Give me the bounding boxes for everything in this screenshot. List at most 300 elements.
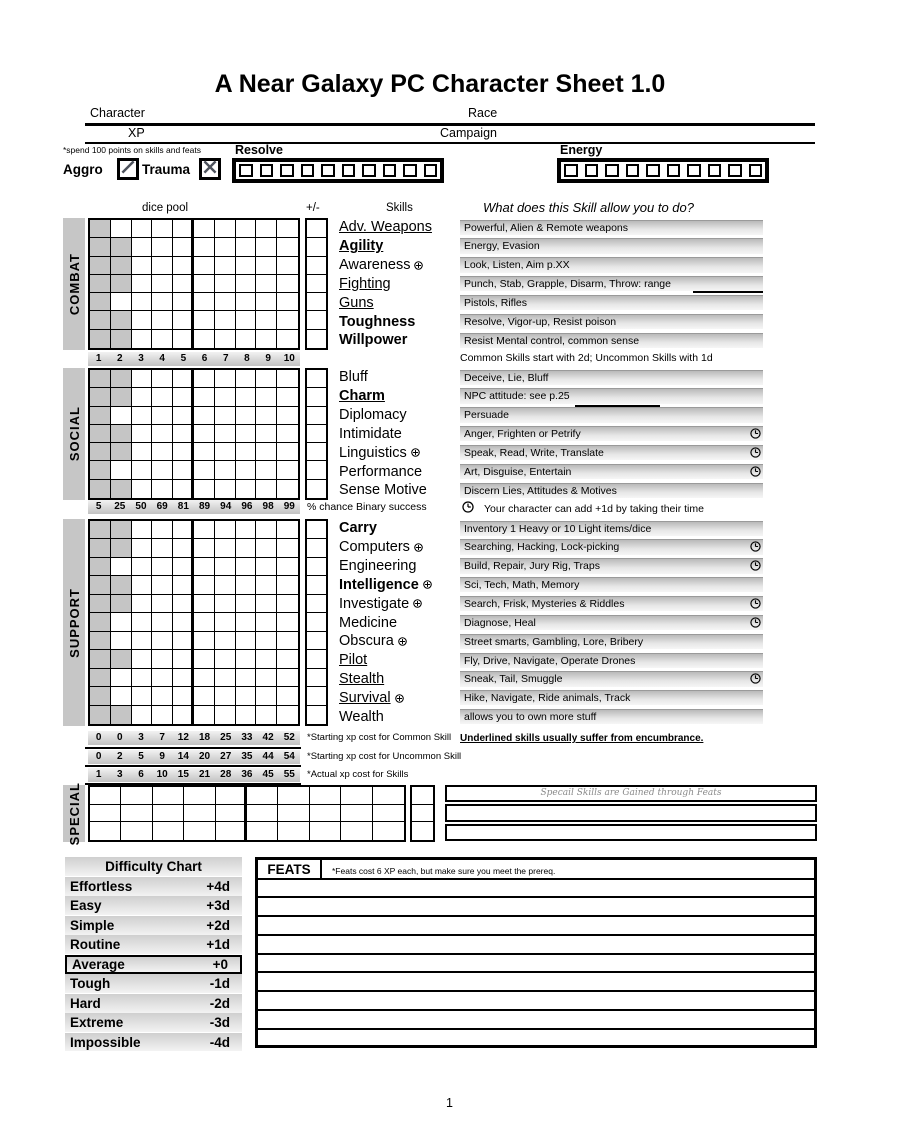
dice-box[interactable] — [256, 293, 277, 311]
modifier-box[interactable] — [307, 238, 326, 256]
dice-box[interactable] — [132, 425, 153, 443]
dice-box[interactable] — [236, 558, 257, 576]
resolve-box[interactable] — [342, 164, 356, 178]
dice-box[interactable] — [121, 787, 152, 805]
dice-box[interactable] — [247, 787, 278, 805]
dice-box[interactable] — [236, 275, 257, 293]
dice-box[interactable] — [277, 539, 298, 558]
dice-box[interactable] — [236, 650, 257, 669]
dice-box[interactable] — [132, 650, 153, 669]
dice-box[interactable] — [215, 443, 236, 461]
modifier-box[interactable] — [307, 687, 326, 706]
dice-box[interactable] — [152, 275, 173, 293]
dice-box[interactable] — [216, 822, 247, 840]
dice-box[interactable] — [152, 669, 173, 687]
dice-box[interactable] — [132, 576, 153, 595]
modifier-box[interactable] — [307, 275, 326, 293]
dice-box[interactable] — [111, 275, 132, 293]
dice-box[interactable] — [277, 706, 298, 724]
dice-box[interactable] — [256, 330, 277, 348]
dice-box[interactable] — [215, 558, 236, 576]
dice-box[interactable] — [256, 407, 277, 425]
dice-box[interactable] — [111, 238, 132, 256]
dice-box[interactable] — [173, 521, 194, 539]
dice-box[interactable] — [277, 687, 298, 706]
modifier-box[interactable] — [307, 480, 326, 498]
dice-box[interactable] — [90, 669, 111, 687]
dice-box[interactable] — [215, 632, 236, 650]
dice-box[interactable] — [152, 461, 173, 479]
dice-box[interactable] — [194, 461, 215, 479]
dice-box[interactable] — [173, 650, 194, 669]
dice-box[interactable] — [90, 558, 111, 576]
dice-box[interactable] — [310, 787, 341, 805]
modifier-box[interactable] — [307, 293, 326, 311]
dice-box[interactable] — [153, 805, 184, 823]
dice-box[interactable] — [341, 787, 372, 805]
dice-box[interactable] — [194, 613, 215, 632]
dice-box[interactable] — [256, 311, 277, 329]
dice-box[interactable] — [90, 257, 111, 275]
dice-box[interactable] — [132, 330, 153, 348]
dice-box[interactable] — [236, 576, 257, 595]
dice-box[interactable] — [256, 461, 277, 479]
dice-box[interactable] — [256, 480, 277, 498]
dice-box[interactable] — [236, 632, 257, 650]
dice-box[interactable] — [194, 293, 215, 311]
dice-box[interactable] — [132, 388, 153, 406]
dice-box[interactable] — [111, 687, 132, 706]
dice-box[interactable] — [277, 257, 298, 275]
dice-box[interactable] — [194, 443, 215, 461]
dice-box[interactable] — [236, 595, 257, 613]
dice-box[interactable] — [277, 521, 298, 539]
dice-box[interactable] — [194, 595, 215, 613]
dice-box[interactable] — [215, 687, 236, 706]
dice-box[interactable] — [194, 311, 215, 329]
dice-box[interactable] — [215, 238, 236, 256]
resolve-box[interactable] — [403, 164, 417, 178]
dice-box[interactable] — [215, 388, 236, 406]
dice-box[interactable] — [194, 576, 215, 595]
aggro-checkbox[interactable] — [117, 158, 139, 180]
dice-box[interactable] — [236, 687, 257, 706]
feat-line[interactable] — [258, 936, 814, 955]
dice-box[interactable] — [152, 370, 173, 388]
dice-box[interactable] — [373, 822, 404, 840]
special-skill-box[interactable] — [445, 804, 817, 821]
dice-box[interactable] — [90, 443, 111, 461]
dice-box[interactable] — [184, 822, 215, 840]
dice-box[interactable] — [90, 595, 111, 613]
dice-box[interactable] — [173, 539, 194, 558]
dice-box[interactable] — [173, 669, 194, 687]
dice-box[interactable] — [152, 706, 173, 724]
special-note[interactable]: Specail Skills are Gained through Feats — [445, 785, 817, 802]
feat-line[interactable] — [258, 917, 814, 936]
dice-box[interactable] — [256, 595, 277, 613]
feat-line[interactable] — [258, 1011, 814, 1030]
dice-box[interactable] — [256, 539, 277, 558]
dice-box[interactable] — [152, 480, 173, 498]
dice-box[interactable] — [236, 539, 257, 558]
resolve-box[interactable] — [321, 164, 335, 178]
dice-box[interactable] — [277, 425, 298, 443]
dice-box[interactable] — [215, 311, 236, 329]
dice-box[interactable] — [194, 650, 215, 669]
dice-box[interactable] — [236, 220, 257, 238]
dice-box[interactable] — [215, 669, 236, 687]
dice-box[interactable] — [90, 650, 111, 669]
dice-box[interactable] — [90, 822, 121, 840]
dice-box[interactable] — [256, 521, 277, 539]
dice-box[interactable] — [277, 461, 298, 479]
dice-box[interactable] — [111, 220, 132, 238]
dice-box[interactable] — [215, 576, 236, 595]
dice-box[interactable] — [173, 220, 194, 238]
dice-box[interactable] — [236, 443, 257, 461]
dice-box[interactable] — [215, 480, 236, 498]
dice-box[interactable] — [90, 613, 111, 632]
dice-box[interactable] — [152, 388, 173, 406]
modifier-box[interactable] — [412, 805, 433, 823]
dice-box[interactable] — [132, 687, 153, 706]
dice-box[interactable] — [90, 370, 111, 388]
dice-box[interactable] — [152, 330, 173, 348]
dice-box[interactable] — [236, 370, 257, 388]
dice-box[interactable] — [277, 613, 298, 632]
dice-box[interactable] — [194, 521, 215, 539]
dice-box[interactable] — [194, 330, 215, 348]
dice-box[interactable] — [277, 443, 298, 461]
dice-box[interactable] — [236, 330, 257, 348]
energy-box[interactable] — [564, 164, 578, 178]
modifier-box[interactable] — [307, 388, 326, 406]
dice-box[interactable] — [173, 388, 194, 406]
trauma-checkbox[interactable] — [199, 158, 221, 180]
energy-box[interactable] — [728, 164, 742, 178]
dice-box[interactable] — [132, 311, 153, 329]
dice-box[interactable] — [236, 480, 257, 498]
dice-box[interactable] — [132, 613, 153, 632]
dice-box[interactable] — [215, 407, 236, 425]
dice-box[interactable] — [132, 632, 153, 650]
dice-box[interactable] — [132, 539, 153, 558]
dice-box[interactable] — [216, 787, 247, 805]
dice-box[interactable] — [256, 650, 277, 669]
dice-box[interactable] — [111, 632, 132, 650]
dice-box[interactable] — [111, 669, 132, 687]
dice-box[interactable] — [173, 311, 194, 329]
modifier-box[interactable] — [412, 787, 433, 805]
dice-box[interactable] — [132, 669, 153, 687]
dice-box[interactable] — [90, 576, 111, 595]
dice-box[interactable] — [194, 220, 215, 238]
dice-box[interactable] — [132, 706, 153, 724]
dice-box[interactable] — [277, 650, 298, 669]
dice-box[interactable] — [278, 787, 309, 805]
modifier-box[interactable] — [307, 613, 326, 632]
dice-box[interactable] — [277, 238, 298, 256]
dice-box[interactable] — [111, 521, 132, 539]
dice-box[interactable] — [184, 787, 215, 805]
dice-box[interactable] — [215, 330, 236, 348]
dice-box[interactable] — [152, 650, 173, 669]
dice-box[interactable] — [173, 275, 194, 293]
dice-box[interactable] — [111, 257, 132, 275]
dice-box[interactable] — [90, 706, 111, 724]
dice-box[interactable] — [132, 443, 153, 461]
dice-box[interactable] — [152, 576, 173, 595]
modifier-box[interactable] — [307, 576, 326, 595]
dice-box[interactable] — [256, 706, 277, 724]
dice-box[interactable] — [236, 521, 257, 539]
modifier-box[interactable] — [307, 706, 326, 724]
dice-box[interactable] — [152, 443, 173, 461]
dice-box[interactable] — [277, 407, 298, 425]
resolve-box[interactable] — [239, 164, 253, 178]
dice-box[interactable] — [111, 558, 132, 576]
dice-box[interactable] — [194, 669, 215, 687]
dice-box[interactable] — [173, 443, 194, 461]
dice-box[interactable] — [173, 425, 194, 443]
feat-line[interactable] — [258, 992, 814, 1011]
dice-box[interactable] — [152, 558, 173, 576]
modifier-box[interactable] — [307, 595, 326, 613]
dice-box[interactable] — [132, 257, 153, 275]
dice-box[interactable] — [153, 822, 184, 840]
dice-box[interactable] — [90, 521, 111, 539]
dice-box[interactable] — [215, 370, 236, 388]
dice-box[interactable] — [90, 461, 111, 479]
resolve-box[interactable] — [424, 164, 438, 178]
dice-box[interactable] — [236, 407, 257, 425]
dice-box[interactable] — [236, 706, 257, 724]
dice-box[interactable] — [194, 238, 215, 256]
dice-box[interactable] — [215, 220, 236, 238]
dice-box[interactable] — [341, 805, 372, 823]
dice-box[interactable] — [256, 388, 277, 406]
dice-box[interactable] — [173, 238, 194, 256]
modifier-box[interactable] — [307, 650, 326, 669]
resolve-box[interactable] — [383, 164, 397, 178]
dice-box[interactable] — [256, 443, 277, 461]
dice-box[interactable] — [278, 822, 309, 840]
modifier-box[interactable] — [307, 461, 326, 479]
modifier-box[interactable] — [307, 257, 326, 275]
dice-box[interactable] — [236, 388, 257, 406]
dice-box[interactable] — [90, 407, 111, 425]
dice-box[interactable] — [256, 220, 277, 238]
dice-box[interactable] — [90, 220, 111, 238]
modifier-box[interactable] — [307, 407, 326, 425]
dice-box[interactable] — [132, 595, 153, 613]
modifier-box[interactable] — [307, 669, 326, 687]
dice-box[interactable] — [173, 407, 194, 425]
dice-box[interactable] — [152, 521, 173, 539]
dice-box[interactable] — [194, 407, 215, 425]
energy-box[interactable] — [585, 164, 599, 178]
dice-box[interactable] — [194, 687, 215, 706]
dice-box[interactable] — [277, 275, 298, 293]
dice-box[interactable] — [256, 275, 277, 293]
dice-box[interactable] — [277, 576, 298, 595]
dice-box[interactable] — [310, 822, 341, 840]
dice-box[interactable] — [111, 539, 132, 558]
modifier-box[interactable] — [412, 822, 433, 840]
dice-box[interactable] — [256, 425, 277, 443]
energy-box[interactable] — [646, 164, 660, 178]
resolve-box[interactable] — [362, 164, 376, 178]
dice-box[interactable] — [173, 706, 194, 724]
energy-box[interactable] — [626, 164, 640, 178]
dice-box[interactable] — [111, 461, 132, 479]
dice-box[interactable] — [277, 595, 298, 613]
dice-box[interactable] — [152, 632, 173, 650]
energy-box[interactable] — [605, 164, 619, 178]
dice-box[interactable] — [121, 822, 152, 840]
dice-box[interactable] — [152, 687, 173, 706]
dice-box[interactable] — [236, 613, 257, 632]
dice-box[interactable] — [256, 257, 277, 275]
dice-box[interactable] — [132, 461, 153, 479]
modifier-box[interactable] — [307, 220, 326, 238]
dice-box[interactable] — [256, 687, 277, 706]
energy-box[interactable] — [667, 164, 681, 178]
energy-box[interactable] — [749, 164, 763, 178]
dice-box[interactable] — [90, 805, 121, 823]
dice-box[interactable] — [152, 238, 173, 256]
feat-line[interactable] — [258, 955, 814, 974]
modifier-box[interactable] — [307, 330, 326, 348]
dice-box[interactable] — [173, 576, 194, 595]
dice-box[interactable] — [215, 613, 236, 632]
dice-box[interactable] — [256, 632, 277, 650]
modifier-box[interactable] — [307, 539, 326, 558]
dice-box[interactable] — [194, 706, 215, 724]
dice-box[interactable] — [132, 293, 153, 311]
dice-box[interactable] — [256, 669, 277, 687]
dice-box[interactable] — [111, 330, 132, 348]
dice-box[interactable] — [277, 311, 298, 329]
dice-box[interactable] — [111, 613, 132, 632]
dice-box[interactable] — [152, 595, 173, 613]
dice-box[interactable] — [132, 238, 153, 256]
dice-box[interactable] — [173, 613, 194, 632]
dice-box[interactable] — [152, 293, 173, 311]
dice-box[interactable] — [215, 425, 236, 443]
dice-box[interactable] — [173, 558, 194, 576]
dice-box[interactable] — [278, 805, 309, 823]
modifier-box[interactable] — [307, 443, 326, 461]
dice-box[interactable] — [277, 558, 298, 576]
dice-box[interactable] — [90, 238, 111, 256]
dice-box[interactable] — [90, 539, 111, 558]
dice-box[interactable] — [277, 293, 298, 311]
dice-box[interactable] — [236, 425, 257, 443]
dice-box[interactable] — [132, 407, 153, 425]
dice-box[interactable] — [215, 650, 236, 669]
dice-box[interactable] — [277, 220, 298, 238]
dice-box[interactable] — [111, 388, 132, 406]
dice-box[interactable] — [173, 687, 194, 706]
dice-box[interactable] — [277, 330, 298, 348]
dice-box[interactable] — [310, 805, 341, 823]
feat-line[interactable] — [258, 1030, 814, 1049]
special-skill-box[interactable] — [445, 824, 817, 841]
dice-box[interactable] — [152, 220, 173, 238]
dice-box[interactable] — [216, 805, 247, 823]
dice-box[interactable] — [277, 388, 298, 406]
dice-box[interactable] — [152, 613, 173, 632]
dice-box[interactable] — [173, 293, 194, 311]
dice-box[interactable] — [256, 613, 277, 632]
dice-box[interactable] — [236, 238, 257, 256]
dice-box[interactable] — [256, 576, 277, 595]
dice-box[interactable] — [90, 687, 111, 706]
dice-box[interactable] — [111, 576, 132, 595]
dice-box[interactable] — [247, 822, 278, 840]
dice-box[interactable] — [132, 480, 153, 498]
dice-box[interactable] — [256, 370, 277, 388]
dice-box[interactable] — [194, 480, 215, 498]
dice-box[interactable] — [194, 425, 215, 443]
dice-box[interactable] — [152, 311, 173, 329]
dice-box[interactable] — [277, 632, 298, 650]
dice-box[interactable] — [236, 257, 257, 275]
dice-box[interactable] — [247, 805, 278, 823]
resolve-box[interactable] — [301, 164, 315, 178]
dice-box[interactable] — [194, 370, 215, 388]
modifier-box[interactable] — [307, 558, 326, 576]
dice-box[interactable] — [256, 558, 277, 576]
dice-box[interactable] — [215, 257, 236, 275]
dice-box[interactable] — [194, 632, 215, 650]
dice-box[interactable] — [132, 521, 153, 539]
dice-box[interactable] — [111, 370, 132, 388]
dice-box[interactable] — [215, 275, 236, 293]
dice-box[interactable] — [111, 311, 132, 329]
dice-box[interactable] — [90, 632, 111, 650]
modifier-box[interactable] — [307, 632, 326, 650]
dice-box[interactable] — [341, 822, 372, 840]
dice-box[interactable] — [90, 311, 111, 329]
dice-box[interactable] — [173, 595, 194, 613]
dice-box[interactable] — [111, 595, 132, 613]
dice-box[interactable] — [90, 787, 121, 805]
feat-line[interactable] — [258, 898, 814, 917]
energy-box[interactable] — [687, 164, 701, 178]
dice-box[interactable] — [90, 425, 111, 443]
dice-box[interactable] — [152, 257, 173, 275]
dice-box[interactable] — [236, 311, 257, 329]
dice-box[interactable] — [173, 461, 194, 479]
dice-box[interactable] — [90, 480, 111, 498]
dice-box[interactable] — [132, 220, 153, 238]
modifier-box[interactable] — [307, 311, 326, 329]
feat-line[interactable] — [258, 973, 814, 992]
dice-box[interactable] — [153, 787, 184, 805]
dice-box[interactable] — [111, 407, 132, 425]
dice-box[interactable] — [152, 425, 173, 443]
dice-box[interactable] — [132, 275, 153, 293]
dice-box[interactable] — [236, 669, 257, 687]
dice-box[interactable] — [173, 330, 194, 348]
dice-box[interactable] — [215, 293, 236, 311]
resolve-box[interactable] — [280, 164, 294, 178]
dice-box[interactable] — [90, 293, 111, 311]
dice-box[interactable] — [132, 558, 153, 576]
